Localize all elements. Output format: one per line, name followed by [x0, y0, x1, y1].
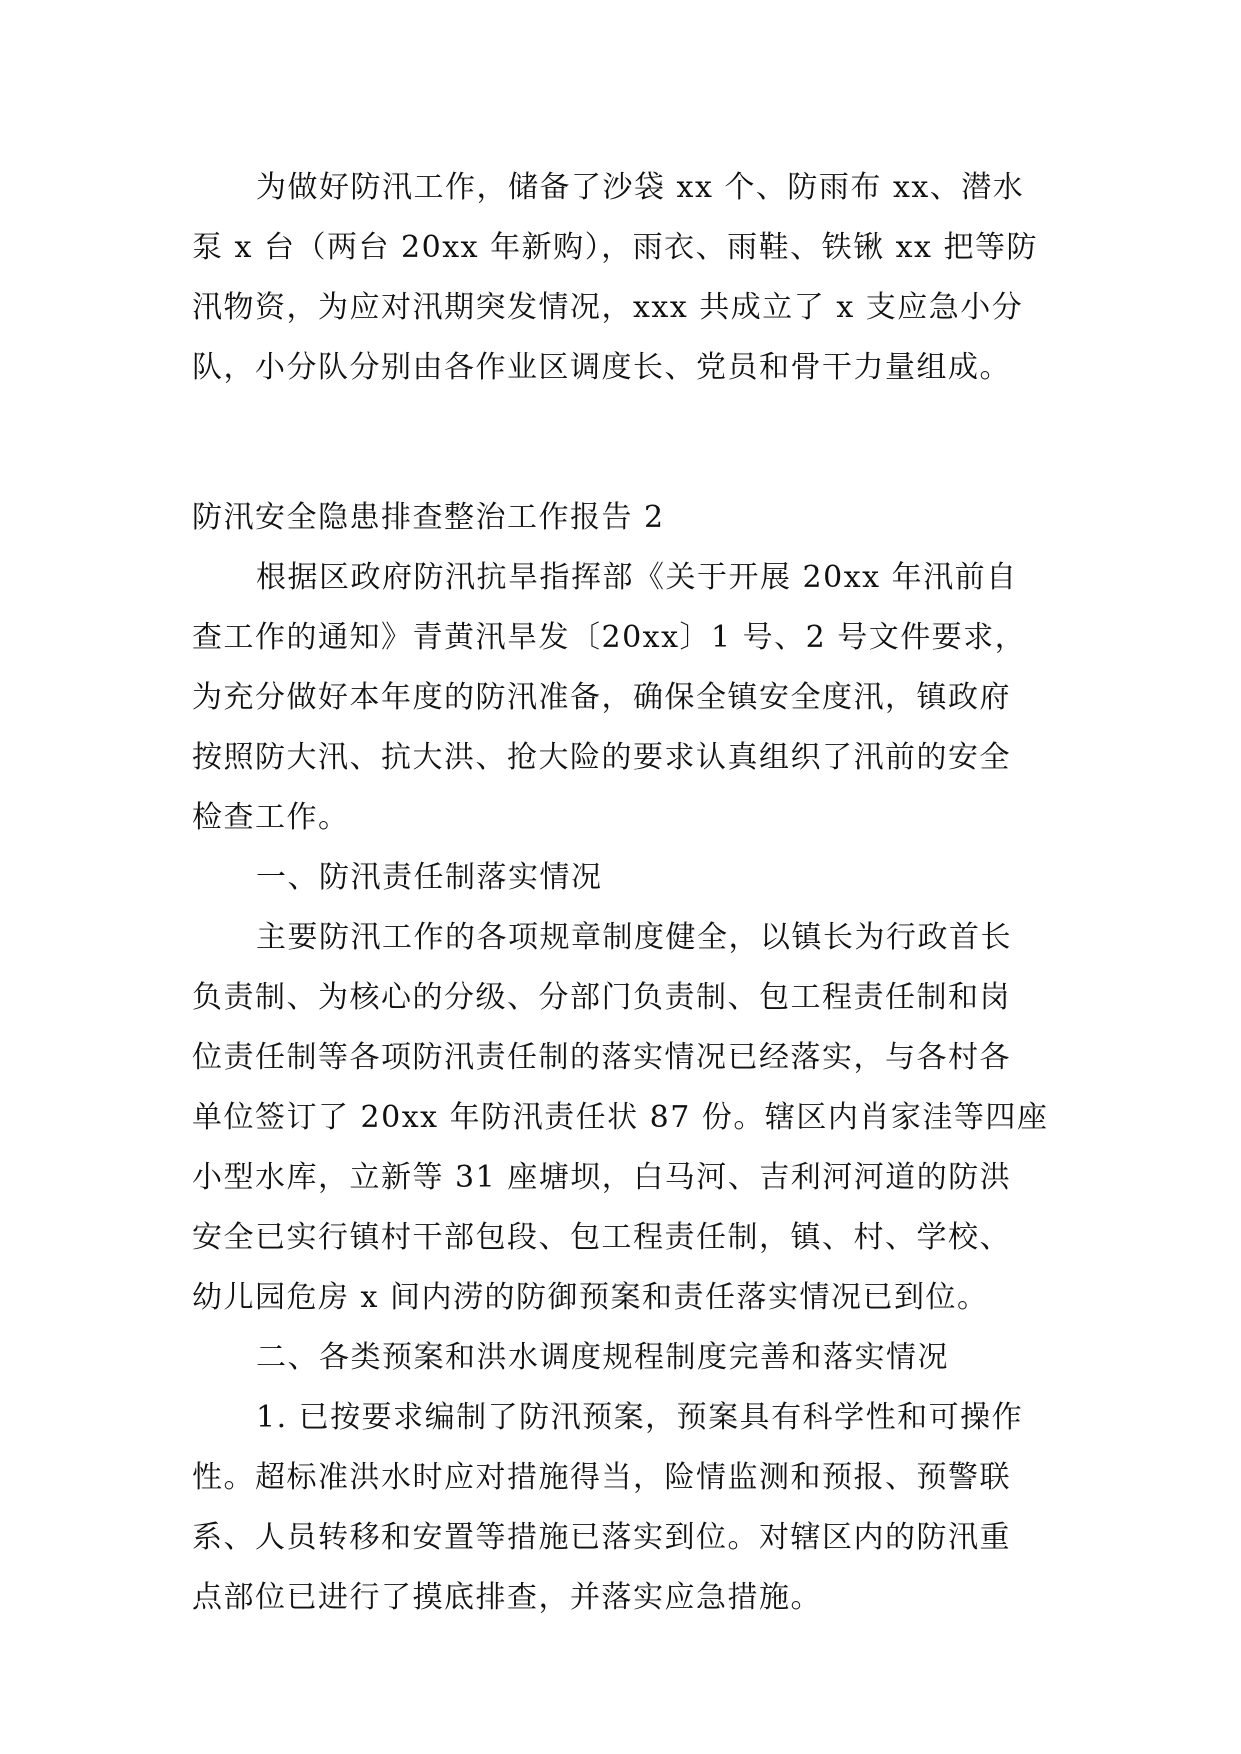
paragraph-line: 系、人员转移和安置等措施已落实到位。对辖区内的防汛重	[192, 1520, 1011, 1555]
paragraph-line: 按照防大汛、抗大洪、抢大险的要求认真组织了汛前的安全	[192, 740, 1011, 775]
paragraph-line: 小型水库，立新等 31 座塘坝，白马河、吉利河河道的防洪	[192, 1160, 1012, 1195]
paragraph-line: 负责制、为核心的分级、分部门负责制、包工程责任制和岗	[192, 980, 1011, 1015]
paragraph-line: 幼儿园危房 x 间内涝的防御预案和责任落实情况已到位。	[192, 1280, 989, 1315]
paragraph-line: 队，小分队分别由各作业区调度长、党员和骨干力量组成。	[192, 350, 1011, 385]
paragraph-plans	[192, 1388, 1072, 1628]
paragraph-line: 1. 已按要求编制了防汛预案，预案具有科学性和可操作	[256, 1400, 1024, 1435]
paragraph-line: 性。超标准洪水时应对措施得当，险情监测和预报、预警联	[192, 1460, 1011, 1495]
paragraph-intro	[192, 548, 1072, 848]
paragraph-line: 为充分做好本年度的防汛准备，确保全镇安全度汛，镇政府	[192, 680, 1011, 715]
section-heading-plans: 二、各类预案和洪水调度规程制度完善和落实情况	[256, 1340, 949, 1375]
section-gap	[192, 398, 1072, 488]
paragraph-line: 单位签订了 20xx 年防汛责任状 87 份。辖区内肖家洼等四座	[192, 1100, 1049, 1135]
paragraph-line: 根据区政府防汛抗旱指挥部《关于开展 20xx 年汛前自	[256, 560, 1018, 595]
paragraph-line: 检查工作。	[192, 800, 350, 835]
paragraph-line: 汛物资，为应对汛期突发情况，xxx 共成立了 x 支应急小分	[192, 290, 1024, 325]
paragraph-line: 位责任制等各项防汛责任制的落实情况已经落实，与各村各	[192, 1040, 1011, 1075]
paragraph-line: 点部位已进行了摸底排查，并落实应急措施。	[192, 1580, 822, 1615]
document-body	[192, 158, 1072, 1628]
paragraph-line: 安全已实行镇村干部包段、包工程责任制，镇、村、学校、	[192, 1220, 1011, 1255]
paragraph-line: 为做好防汛工作，储备了沙袋 xx 个、防雨布 xx、潜水	[256, 170, 1025, 205]
paragraph-line: 查工作的通知》青黄汛旱发〔20xx〕1 号、2 号文件要求，	[192, 620, 1027, 655]
report-title: 防汛安全隐患排查整治工作报告 2	[192, 500, 665, 535]
paragraph-supplies	[192, 158, 1072, 398]
paragraph-responsibility	[192, 908, 1072, 1328]
paragraph-line: 泵 x 台（两台 20xx 年新购），雨衣、雨鞋、铁锹 xx 把等防	[192, 230, 1038, 265]
section-heading-responsibility: 一、防汛责任制落实情况	[256, 860, 603, 895]
paragraph-line: 主要防汛工作的各项规章制度健全，以镇长为行政首长	[256, 920, 1012, 955]
